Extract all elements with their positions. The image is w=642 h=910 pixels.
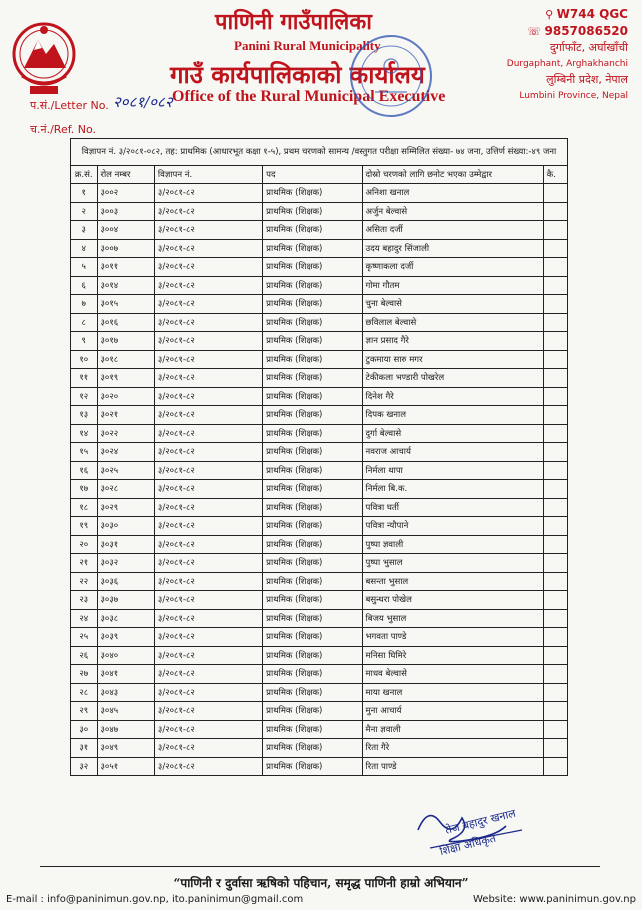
table-row (71, 369, 568, 388)
serial-number-cell: २४ (71, 609, 98, 628)
roll-number-cell: ३०४५ (97, 702, 154, 721)
candidate-name-cell: पवित्रा घर्ती (362, 498, 543, 517)
table-row (71, 313, 568, 332)
remarks-cell (543, 517, 567, 536)
email-label: E-mail : (6, 894, 44, 905)
roll-number-cell: ३०२० (97, 387, 154, 406)
province-nepali: लुम्बिनी प्रदेश, नेपाल (546, 73, 628, 86)
candidate-name-cell: अर्जुन बेल्वासे (362, 202, 543, 221)
table-row (71, 628, 568, 647)
table-row (71, 387, 568, 406)
candidate-name-cell: भगवता पाण्डे (362, 628, 543, 647)
table-row (71, 739, 568, 758)
table-row (71, 498, 568, 517)
roll-number-cell: ३०१९ (97, 369, 154, 388)
serial-number-cell: १३ (71, 406, 98, 425)
table-row (71, 646, 568, 665)
advertisement-number-cell: ३/२०८१-८२ (154, 609, 262, 628)
office-name-nepali: गाउँ कार्यपालिकाको कार्यालय (170, 60, 425, 89)
candidate-name-cell: बिजय भुसाल (362, 609, 543, 628)
table-row (71, 406, 568, 425)
table-row (71, 443, 568, 462)
remarks-cell (543, 221, 567, 240)
candidate-name-cell: मुना आचार्य (362, 702, 543, 721)
advertisement-number-cell: ३/२०८१-८२ (154, 202, 262, 221)
candidate-name-cell: पुष्पा ज्ञवाली (362, 535, 543, 554)
advertisement-number-cell: ३/२०८१-८२ (154, 702, 262, 721)
roll-number-cell: ३०४० (97, 646, 154, 665)
serial-number-cell: ८ (71, 313, 98, 332)
serial-number-cell: १९ (71, 517, 98, 536)
serial-number-cell: ९ (71, 332, 98, 351)
roll-number-cell: ३०२२ (97, 424, 154, 443)
table-row (71, 461, 568, 480)
remarks-cell (543, 572, 567, 591)
table-row (71, 332, 568, 351)
serial-number-cell: ३० (71, 720, 98, 739)
roll-number-cell: ३०४१ (97, 665, 154, 684)
advertisement-number-cell: ३/२०८१-८२ (154, 276, 262, 295)
advertisement-number-cell: ३/२०८१-८२ (154, 739, 262, 758)
post-cell: प्राथमिक (शिक्षक) (263, 739, 362, 758)
column-header: दोस्रो चरणको लागि छनोट भएका उम्मेद्वार (362, 166, 543, 184)
website-link[interactable]: www.paninimun.gov.np (519, 894, 636, 905)
serial-number-cell: ६ (71, 276, 98, 295)
footer-email (6, 894, 303, 905)
remarks-cell (543, 720, 567, 739)
results-table-wrapper (70, 138, 568, 776)
advertisement-number-cell: ३/२०८१-८२ (154, 239, 262, 258)
website-label: Website: (473, 894, 517, 905)
advertisement-number-cell: ३/२०८१-८२ (154, 424, 262, 443)
table-row (71, 184, 568, 203)
advertisement-number-cell: ३/२०८१-८२ (154, 757, 262, 776)
advertisement-number-cell: ३/२०८१-८२ (154, 591, 262, 610)
serial-number-cell: १५ (71, 443, 98, 462)
roll-number-cell: ३०३० (97, 517, 154, 536)
column-header: रोल नम्बर (97, 166, 154, 184)
candidate-name-cell: बसुन्धरा पोखेल (362, 591, 543, 610)
post-cell: प्राथमिक (शिक्षक) (263, 350, 362, 369)
advertisement-number-cell: ३/२०८१-८२ (154, 332, 262, 351)
advertisement-number-cell: ३/२०८१-८२ (154, 517, 262, 536)
remarks-cell (543, 258, 567, 277)
remarks-cell (543, 387, 567, 406)
advertisement-number-cell: ३/२०८१-८२ (154, 350, 262, 369)
serial-number-cell: २८ (71, 683, 98, 702)
candidate-name-cell: पुष्पा भुसाल (362, 554, 543, 573)
advertisement-number-cell: ३/२०८१-८२ (154, 480, 262, 499)
table-row (71, 295, 568, 314)
advertisement-number-cell: ३/२०८१-८२ (154, 443, 262, 462)
roll-number-cell: ३००२ (97, 184, 154, 203)
advertisement-number-cell: ३/२०८१-८२ (154, 554, 262, 573)
serial-number-cell: १७ (71, 480, 98, 499)
roll-number-cell: ३०१६ (97, 313, 154, 332)
post-cell: प्राथमिक (शिक्षक) (263, 591, 362, 610)
candidate-name-cell: निर्मला थापा (362, 461, 543, 480)
nepal-emblem-icon (8, 16, 80, 104)
advertisement-number-cell: ३/२०८१-८२ (154, 572, 262, 591)
office-name-english: Office of the Rural Municipal Executive (172, 88, 446, 105)
table-row (71, 535, 568, 554)
serial-number-cell: २३ (71, 591, 98, 610)
roll-number-cell: ३००३ (97, 202, 154, 221)
remarks-cell (543, 683, 567, 702)
post-cell: प्राथमिक (शिक्षक) (263, 757, 362, 776)
remarks-cell (543, 202, 567, 221)
post-cell: प्राथमिक (शिक्षक) (263, 332, 362, 351)
post-cell: प्राथमिक (शिक्षक) (263, 628, 362, 647)
table-row (71, 665, 568, 684)
post-cell: प्राथमिक (शिक्षक) (263, 665, 362, 684)
roll-number-cell: ३०११ (97, 258, 154, 277)
serial-number-cell: २० (71, 535, 98, 554)
roll-number-cell: ३०४७ (97, 720, 154, 739)
email-link[interactable]: info@paninimun.gov.np, ito.paninimun@gmail.com (47, 894, 304, 905)
candidate-name-cell: निर्मला बि.क. (362, 480, 543, 499)
table-row (71, 276, 568, 295)
address-nepali: दुर्गाफाँट, अर्घाखाँची (549, 41, 628, 54)
candidate-name-cell: कृष्णाकला दर्जी (362, 258, 543, 277)
office-code: W744 QGC (556, 7, 628, 21)
address-english: Durgaphant, Arghakhanchi (506, 59, 628, 69)
letter-number-value: २०८१/०८२ (113, 93, 173, 111)
serial-number-cell: २१ (71, 554, 98, 573)
remarks-cell (543, 646, 567, 665)
advertisement-number-cell: ३/२०८१-८२ (154, 184, 262, 203)
roll-number-cell: ३०४९ (97, 739, 154, 758)
post-cell: प्राथमिक (शिक्षक) (263, 646, 362, 665)
advertisement-number-cell: ३/२०८१-८२ (154, 406, 262, 425)
candidate-name-cell: टुकमाया सारु मगर (362, 350, 543, 369)
footer-slogan: “पाणिनी र दुर्वासा ऋषिको पहिचान, समृद्ध पाणिनी हाम्रो अभियान” (173, 876, 469, 890)
serial-number-cell: २५ (71, 628, 98, 647)
candidate-name-cell: मनिसा घिमिरे (362, 646, 543, 665)
candidate-name-cell: असिता दर्जी (362, 221, 543, 240)
candidate-name-cell: माया खनाल (362, 683, 543, 702)
roll-number-cell: ३०४३ (97, 683, 154, 702)
column-header: क्र.सं. (71, 166, 98, 184)
advertisement-number-cell: ३/२०८१-८२ (154, 683, 262, 702)
advertisement-number-cell: ३/२०८१-८२ (154, 221, 262, 240)
column-header: कै. (543, 166, 567, 184)
remarks-cell (543, 665, 567, 684)
roll-number-cell: ३००४ (97, 221, 154, 240)
remarks-cell (543, 369, 567, 388)
post-cell: प्राथमिक (शिक्षक) (263, 683, 362, 702)
candidate-name-cell: अनिशा खनाल (362, 184, 543, 203)
footer-divider (40, 866, 600, 867)
post-cell: प्राथमिक (शिक्षक) (263, 554, 362, 573)
post-cell: प्राथमिक (शिक्षक) (263, 239, 362, 258)
serial-number-cell: ११ (71, 369, 98, 388)
advertisement-number-cell: ३/२०८१-८२ (154, 387, 262, 406)
serial-number-cell: ३१ (71, 739, 98, 758)
table-row (71, 202, 568, 221)
remarks-cell (543, 406, 567, 425)
table-row (71, 239, 568, 258)
table-row (71, 480, 568, 499)
candidate-name-cell: चुना बेल्वासे (362, 295, 543, 314)
candidate-name-cell: उदय बहादुर सिंजाली (362, 239, 543, 258)
remarks-cell (543, 332, 567, 351)
table-row (71, 702, 568, 721)
advertisement-number-cell: ३/२०८१-८२ (154, 498, 262, 517)
table-caption: विज्ञापन नं. ३/२०८१-०८२, तह: प्राथमिक (आधारभूत कक्षा १-५), प्रथम चरणको सामन्य /वस्तुगत परीक्षा सम्मिलित संख्या- ७४ जना, उत्तिर्ण संख्या:-४९ जना (71, 139, 568, 166)
post-cell: प्राथमिक (शिक्षक) (263, 295, 362, 314)
post-cell: प्राथमिक (शिक्षक) (263, 720, 362, 739)
serial-number-cell: १६ (71, 461, 98, 480)
serial-number-cell: १४ (71, 424, 98, 443)
advertisement-number-cell: ३/२०८१-८२ (154, 258, 262, 277)
post-cell: प्राथमिक (शिक्षक) (263, 480, 362, 499)
remarks-cell (543, 276, 567, 295)
remarks-cell (543, 350, 567, 369)
serial-number-cell: २७ (71, 665, 98, 684)
remarks-cell (543, 498, 567, 517)
post-cell: प्राथमिक (शिक्षक) (263, 184, 362, 203)
post-cell: प्राथमिक (शिक्षक) (263, 276, 362, 295)
post-cell: प्राथमिक (शिक्षक) (263, 369, 362, 388)
serial-number-cell: २ (71, 202, 98, 221)
phone-icon: ☏ (527, 25, 541, 38)
post-cell: प्राथमिक (शिक्षक) (263, 461, 362, 480)
serial-number-cell: ७ (71, 295, 98, 314)
advertisement-number-cell: ३/२०८१-८२ (154, 295, 262, 314)
serial-number-cell: २६ (71, 646, 98, 665)
advertisement-number-cell: ३/२०८१-८२ (154, 628, 262, 647)
serial-number-cell: ३२ (71, 757, 98, 776)
signature-title: शिक्षा अधिकृत (438, 831, 498, 859)
advertisement-number-cell: ३/२०८१-८२ (154, 535, 262, 554)
post-cell: प्राथमिक (शिक्षक) (263, 387, 362, 406)
candidate-name-cell: टेकीकला भण्डारी पोखरेल (362, 369, 543, 388)
roll-number-cell: ३०२१ (97, 406, 154, 425)
post-cell: प्राथमिक (शिक्षक) (263, 313, 362, 332)
serial-number-cell: १ (71, 184, 98, 203)
column-header: विज्ञापन नं. (154, 166, 262, 184)
remarks-cell (543, 239, 567, 258)
remarks-cell (543, 313, 567, 332)
post-cell: प्राथमिक (शिक्षक) (263, 702, 362, 721)
post-cell: प्राथमिक (शिक्षक) (263, 221, 362, 240)
remarks-cell (543, 757, 567, 776)
post-cell: प्राथमिक (शिक्षक) (263, 202, 362, 221)
post-cell: प्राथमिक (शिक्षक) (263, 258, 362, 277)
remarks-cell (543, 443, 567, 462)
candidate-name-cell: दुर्गा बेल्वासे (362, 424, 543, 443)
remarks-cell (543, 628, 567, 647)
candidate-name-cell: बसन्ता भुसाल (362, 572, 543, 591)
table-row (71, 572, 568, 591)
table-row (71, 517, 568, 536)
serial-number-cell: १२ (71, 387, 98, 406)
candidate-name-cell: नवराज आचार्य (362, 443, 543, 462)
table-row (71, 258, 568, 277)
remarks-cell (543, 739, 567, 758)
roll-number-cell: ३०५१ (97, 757, 154, 776)
post-cell: प्राथमिक (शिक्षक) (263, 406, 362, 425)
candidate-name-cell: मैना ज्ञवाली (362, 720, 543, 739)
roll-number-cell: ३०३६ (97, 572, 154, 591)
results-table (70, 138, 568, 776)
roll-number-cell: ३०१५ (97, 295, 154, 314)
reference-number-label: च.नं./Ref. No. (30, 123, 97, 136)
serial-number-cell: २२ (71, 572, 98, 591)
advertisement-number-cell: ३/२०८१-८२ (154, 369, 262, 388)
serial-number-cell: ५ (71, 258, 98, 277)
roll-number-cell: ३०३७ (97, 591, 154, 610)
roll-number-cell: ३०३९ (97, 628, 154, 647)
footer-website (473, 894, 636, 905)
letter-number-label: प.सं./Letter No. (30, 99, 109, 112)
phone-number: 9857086520 (544, 24, 628, 38)
municipality-name-nepali: पाणिनी गाउँपालिका (215, 9, 372, 35)
candidate-name-cell: दिनेश गैरे (362, 387, 543, 406)
roll-number-cell: ३०२४ (97, 443, 154, 462)
advertisement-number-cell: ३/२०८१-८२ (154, 461, 262, 480)
serial-number-cell: ३ (71, 221, 98, 240)
roll-number-cell: ३०२५ (97, 461, 154, 480)
contact-block (507, 6, 628, 104)
candidate-name-cell: छविलाल बेल्वासे (362, 313, 543, 332)
table-row (71, 720, 568, 739)
remarks-cell (543, 295, 567, 314)
candidate-name-cell: माधव बेल्वासे (362, 665, 543, 684)
roll-number-cell: ३०३८ (97, 609, 154, 628)
province-english: Lumbini Province, Nepal (519, 91, 628, 101)
candidate-name-cell: ज्ञान प्रसाद गैरे (362, 332, 543, 351)
table-row (71, 591, 568, 610)
post-cell: प्राथमिक (शिक्षक) (263, 424, 362, 443)
roll-number-cell: ३०१७ (97, 332, 154, 351)
signature-name: तेज बहादुर खनाल (443, 806, 517, 837)
serial-number-cell: १० (71, 350, 98, 369)
roll-number-cell: ३०१८ (97, 350, 154, 369)
roll-number-cell: ३०२८ (97, 480, 154, 499)
advertisement-number-cell: ३/२०८१-८२ (154, 646, 262, 665)
post-cell: प्राथमिक (शिक्षक) (263, 572, 362, 591)
serial-number-cell: ४ (71, 239, 98, 258)
candidate-name-cell: पवित्रा न्यौपाने (362, 517, 543, 536)
remarks-cell (543, 480, 567, 499)
table-row (71, 554, 568, 573)
advertisement-number-cell: ३/२०८१-८२ (154, 313, 262, 332)
remarks-cell (543, 609, 567, 628)
roll-number-cell: ३०३२ (97, 554, 154, 573)
post-cell: प्राथमिक (शिक्षक) (263, 498, 362, 517)
remarks-cell (543, 424, 567, 443)
table-row (71, 609, 568, 628)
post-cell: प्राथमिक (शिक्षक) (263, 535, 362, 554)
roll-number-cell: ३००७ (97, 239, 154, 258)
table-row (71, 683, 568, 702)
roll-number-cell: ३०३१ (97, 535, 154, 554)
roll-number-cell: ३०२९ (97, 498, 154, 517)
table-row (71, 221, 568, 240)
table-row (71, 757, 568, 776)
remarks-cell (543, 702, 567, 721)
column-header: पद (263, 166, 362, 184)
remarks-cell (543, 554, 567, 573)
advertisement-number-cell: ३/२०८१-८२ (154, 720, 262, 739)
advertisement-number-cell: ३/२०८१-८२ (154, 665, 262, 684)
table-row (71, 424, 568, 443)
remarks-cell (543, 535, 567, 554)
remarks-cell (543, 184, 567, 203)
candidate-name-cell: दिपक खनाल (362, 406, 543, 425)
roll-number-cell: ३०१४ (97, 276, 154, 295)
table-header-row (71, 166, 568, 184)
serial-number-cell: २९ (71, 702, 98, 721)
municipality-name-english: Panini Rural Municipality (234, 38, 381, 53)
location-pin-icon: ⚲ (545, 8, 554, 21)
candidate-name-cell: गोमा गौतम (362, 276, 543, 295)
table-row (71, 350, 568, 369)
candidate-name-cell: रिता पाण्डे (362, 757, 543, 776)
remarks-cell (543, 461, 567, 480)
post-cell: प्राथमिक (शिक्षक) (263, 517, 362, 536)
candidate-name-cell: रिता गैरे (362, 739, 543, 758)
office-stamp (345, 30, 437, 122)
serial-number-cell: १८ (71, 498, 98, 517)
post-cell: प्राथमिक (शिक्षक) (263, 609, 362, 628)
remarks-cell (543, 591, 567, 610)
post-cell: प्राथमिक (शिक्षक) (263, 443, 362, 462)
official-signature (410, 800, 530, 862)
